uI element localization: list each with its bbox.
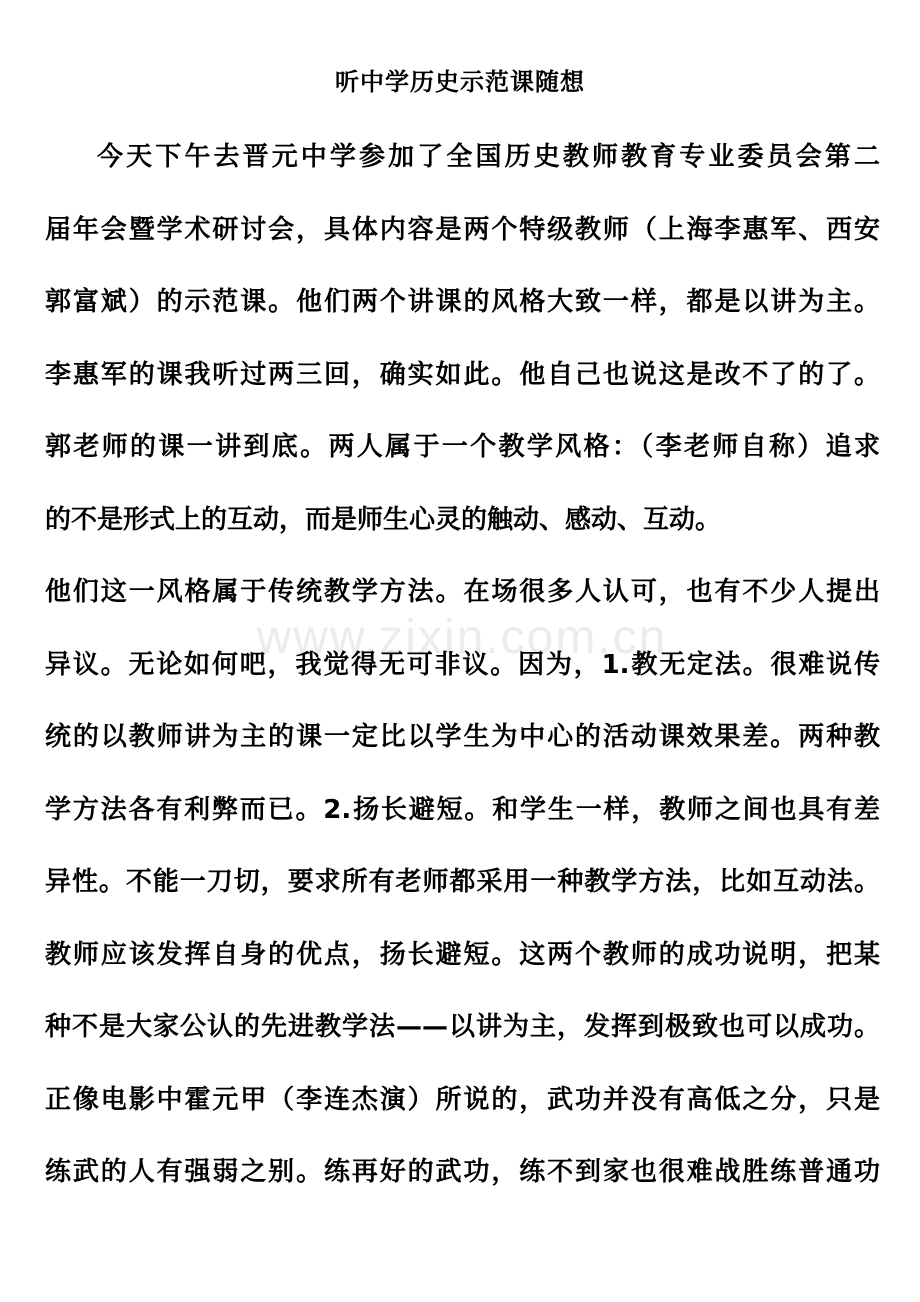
text-line: 异议。无论如何吧，我觉得无可非议。因为，1.教无定法。很难说传 bbox=[45, 649, 880, 680]
text-line: 练武的人有强弱之别。练再好的武功，练不到家也很难战胜练普通功 bbox=[45, 1157, 880, 1187]
text-line: 李惠军的课我听过两三回，确实如此。他自己也说这是改不了的了。 bbox=[45, 359, 880, 390]
watermark: www.zixin.com.cn bbox=[256, 611, 668, 664]
text-line: 教师应该发挥自身的优点，扬长避短。这两个教师的成功说明，把某 bbox=[45, 939, 880, 970]
text-line: 种不是大家公认的先进教学法——以讲为主，发挥到极致也可以成功。 bbox=[45, 1012, 880, 1042]
text-line: 异性。不能一刀切，要求所有老师都采用一种教学方法，比如互动法。 bbox=[45, 867, 880, 897]
text-line: 正像电影中霍元甲（李连杰演）所说的，武功并没有高低之分，只是 bbox=[45, 1084, 880, 1115]
document-title: 听中学历史示范课随想 bbox=[335, 68, 585, 96]
text-line: 的不是形式上的互动，而是师生心灵的触动、感动、互动。 bbox=[45, 504, 722, 535]
text-line: 郭富斌）的示范课。他们两个讲课的风格大致一样，都是以讲为主。 bbox=[45, 287, 880, 317]
text-line: 郭老师的课一讲到底。两人属于一个教学风格：（李老师自称）追求 bbox=[45, 432, 880, 462]
text-line: 届年会暨学术研讨会，具体内容是两个特级教师（上海李惠军、西安 bbox=[45, 214, 880, 245]
text-line: 学方法各有利弊而已。2.扬长避短。和学生一样，教师之间也具有差 bbox=[45, 794, 880, 825]
document-body bbox=[45, 121, 880, 1209]
text-line: 今天下午去晋元中学参加了全国历史教师教育专业委员会第二 bbox=[97, 142, 880, 172]
text-line: 他们这一风格属于传统教学方法。在场很多人认可，也有不少人提出 bbox=[45, 577, 880, 607]
text-line: 统的以教师讲为主的课一定比以学生为中心的活动课效果差。两种教 bbox=[45, 722, 880, 752]
